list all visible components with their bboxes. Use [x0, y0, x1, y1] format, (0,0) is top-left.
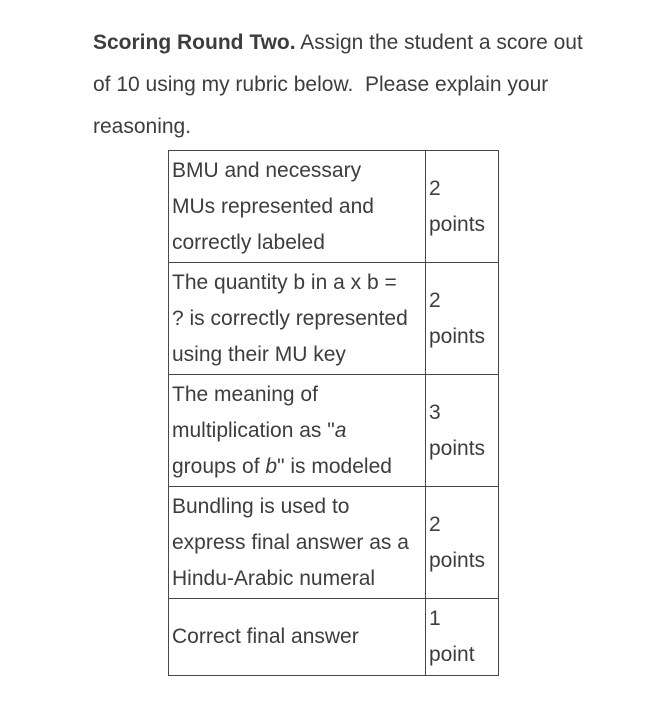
criteria-cell: [169, 375, 426, 487]
rubric-row: [169, 599, 499, 676]
points-cell: 2 points: [426, 487, 499, 599]
rubric-row: [169, 263, 499, 375]
criteria-cell: The quantity b in a x b = ? is correctly represented using their MU key: [169, 263, 426, 375]
rubric-row: [169, 375, 499, 487]
rubric-row: [169, 151, 499, 263]
criteria-cell: BMU and necessary MUs represented and correctly labeled: [169, 151, 426, 263]
prompt-body-text: Assign the student a score out of 10 using my rubric below. Please explain your reasoning.: [93, 31, 583, 138]
prompt-bold-lead: Scoring Round Two.: [93, 31, 296, 54]
criteria-cell: Correct final answer: [169, 599, 426, 676]
prompt-paragraph: [93, 22, 647, 148]
criteria-italic-a: a: [334, 418, 347, 442]
points-cell: 2 points: [426, 151, 499, 263]
points-cell: 3 points: [426, 375, 499, 487]
criteria-text-segment: " is modeled: [277, 454, 392, 478]
criteria-text-segment: groups of: [172, 454, 260, 478]
rubric-table: [168, 150, 499, 676]
criteria-text-segment: The meaning of multiplication as ": [172, 382, 335, 442]
criteria-cell: Bundling is used to express final answer as a Hindu-Arabic numeral: [169, 487, 426, 599]
rubric-row: [169, 487, 499, 599]
criteria-italic-b: b: [265, 454, 278, 478]
points-cell: 2 points: [426, 263, 499, 375]
points-cell: 1 point: [426, 599, 499, 676]
